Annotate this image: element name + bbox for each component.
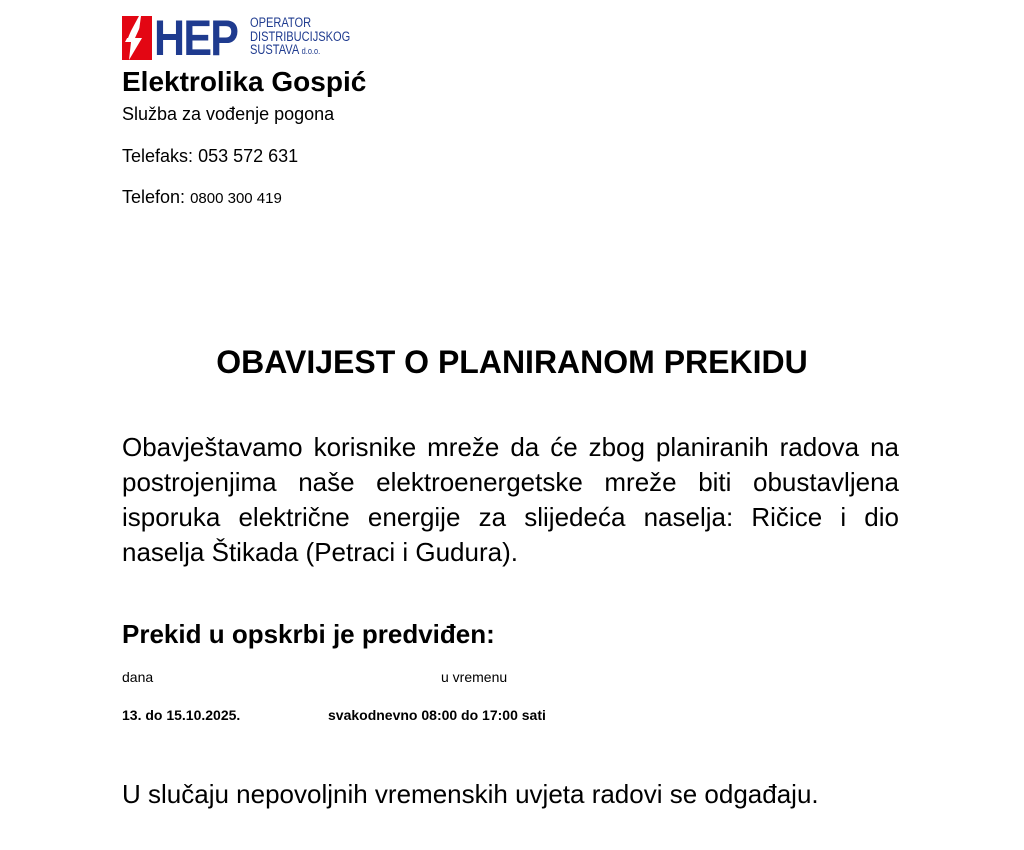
lightning-bolt-icon bbox=[122, 16, 152, 60]
logo-brand-text: HEP bbox=[154, 10, 238, 66]
phone-line bbox=[122, 186, 282, 210]
notice-body: Obavještavamo korisnike mreže da će zbog planiranih radova na postrojenjima naše elektroenergetske mreže biti obustavljena isporuka električne energije za slijedeća naselja: Ričice i dio naselja Štikada (Petraci i Gudura). bbox=[122, 432, 899, 567]
notice-title: OBAVIJEST O PLANIRANOM PREKIDU bbox=[216, 344, 808, 380]
phone-label: Telefon: bbox=[122, 187, 186, 207]
department-name: Služba za vođenje pogona bbox=[122, 104, 335, 124]
logo-subtitle bbox=[250, 16, 350, 59]
weather-note: U slučaju nepovoljnih vremenskih uvjeta radovi se odgađaju. bbox=[122, 779, 819, 809]
logo-subtitle-line: DISTRIBUCIJSKOG bbox=[250, 28, 351, 44]
date-value: 13. do 15.10.2025. bbox=[122, 707, 241, 723]
time-label: u vremenu bbox=[441, 669, 508, 685]
fax-line bbox=[122, 145, 298, 167]
hep-logo bbox=[122, 10, 372, 66]
fax-number: 053 572 631 bbox=[198, 146, 299, 166]
phone-number: 0800 300 419 bbox=[190, 190, 282, 207]
time-value: svakodnevno 08:00 do 17:00 sati bbox=[328, 707, 546, 723]
logo-suffix: d.o.o. bbox=[301, 46, 321, 56]
logo-subtitle-line bbox=[250, 43, 350, 59]
logo-subtitle-last: SUSTAVA bbox=[250, 42, 300, 57]
date-label: dana bbox=[122, 669, 154, 685]
company-name: Elektrolika Gospić bbox=[122, 66, 367, 97]
fax-label: Telefaks: bbox=[122, 146, 194, 166]
schedule-heading: Prekid u opskrbi je predviđen: bbox=[122, 619, 495, 649]
logo-subtitle-line: OPERATOR bbox=[250, 15, 312, 30]
